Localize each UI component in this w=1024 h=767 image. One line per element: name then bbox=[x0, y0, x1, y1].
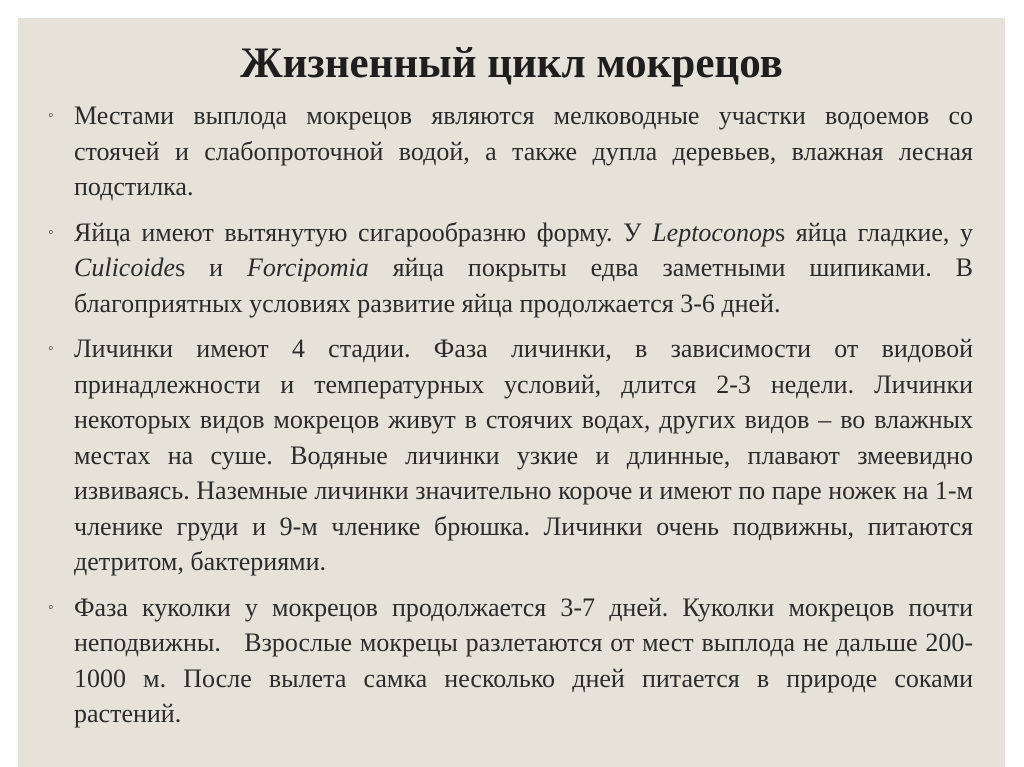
item-text: яйца покрыты едва заметными шипиками. В благоприятных условиях развитие яйца продолжается 3-6 дней. bbox=[74, 253, 973, 318]
item-text: s яйца гладкие, у bbox=[774, 217, 973, 247]
slide-title: Жизненный цикл мокрецов bbox=[240, 40, 783, 87]
bullet-icon: ◦ bbox=[48, 598, 54, 616]
item-text: Фаза куколки у мокрецов продолжается 3-7 дней. Куколки мокрецов почти неподвижны. Взрослые мокрецы разлетаются от мест выплода не дальше 200-1000 м. После вылета самка несколько дней питается в природе соками растений. bbox=[74, 592, 980, 728]
item-text: Личинки имеют 4 стадии. Фаза личинки, в зависимости от видовой принадлежности и температурных условий, длится 2-3 недели. Личинки некоторых видов мокрецов живут в стоячих водах, других видов – во влажных местах на суше. Водяные личинки узкие и длинные, плавают змеевидно извиваясь. Наземные личинки значительно короче и имеют по паре ножек на 1-м членике груди и 9-м членике брюшка. Личинки очень подвижны, питаются детритом, бактериями. bbox=[74, 334, 973, 576]
bullet-list bbox=[36, 98, 980, 742]
bullet-icon: ◦ bbox=[48, 107, 54, 124]
item-text: s и bbox=[175, 253, 247, 282]
list-item bbox=[36, 215, 973, 322]
bullet-icon: ◦ bbox=[48, 223, 54, 241]
slide bbox=[18, 18, 1005, 767]
bullet-icon: ◦ bbox=[48, 340, 54, 357]
item-text: Яйца имеют вытянутую сигарообразню форму. У bbox=[74, 217, 653, 247]
genus-name-culicoides: Culicoide bbox=[74, 253, 176, 282]
list-item bbox=[36, 98, 973, 205]
genus-name-forcipomia: Forcipomia bbox=[246, 253, 369, 282]
genus-name-leptoconops: Leptoconop bbox=[652, 217, 775, 247]
list-item bbox=[36, 331, 973, 580]
list-item bbox=[36, 590, 980, 732]
item-text: Местами выплода мокрецов являются мелководные участки водоемов со стоячей и слабопроточной водой, а также дупла деревьев, влажная лесная подстилка. bbox=[74, 101, 973, 201]
